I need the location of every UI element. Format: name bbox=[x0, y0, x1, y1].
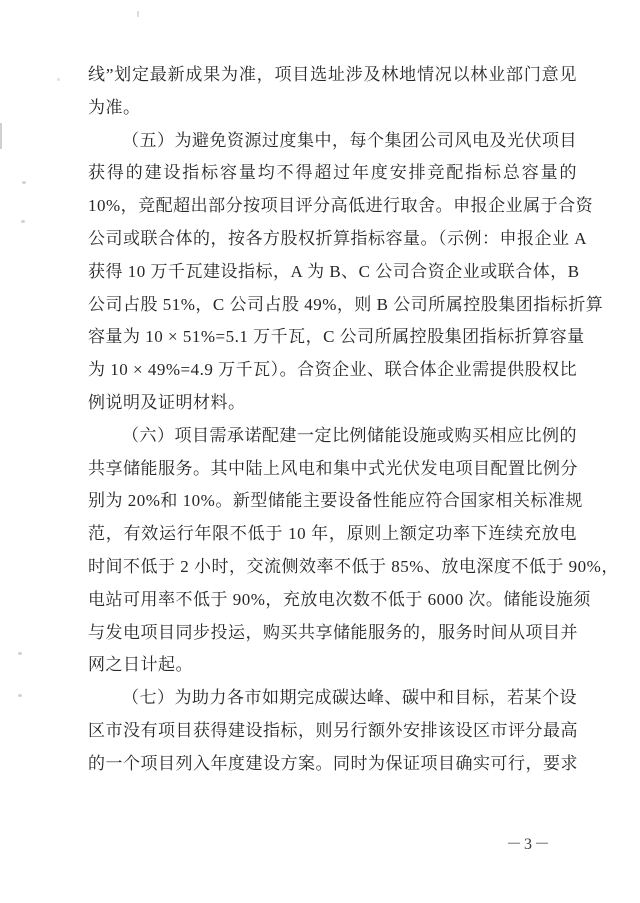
scan-speck bbox=[18, 652, 22, 655]
text-line: 共享储能服务。其中陆上风电和集中式光伏发电项目配置比例分 bbox=[88, 458, 578, 478]
text-line: 与发电项目同步投运，购买共享储能服务的，服务时间从项目并 bbox=[88, 622, 578, 642]
document-body bbox=[88, 59, 619, 781]
text-line: 电站可用率不低于 90%，充放电次数不低于 6000 次。储能设施须 bbox=[88, 589, 591, 609]
scan-edge-artifact bbox=[0, 123, 2, 149]
scan-speck bbox=[21, 220, 25, 223]
text-line: 公司占股 51%，C 公司占股 49%，则 B 公司所属控股集团指标折算 bbox=[88, 294, 604, 314]
text-line: 别为 20%和 10%。新型储能主要设备性能应符合国家相关标准规 bbox=[88, 491, 583, 511]
page-number: －3－ bbox=[506, 836, 553, 853]
text-line: 的一个项目列入年度建设方案。同时为保证项目确实可行，要求 bbox=[88, 753, 578, 773]
text-line: 网之日计起。 bbox=[88, 655, 193, 675]
text-line-paragraph-6-start: （六）项目需承诺配建一定比例储能设施或购买相应比例的 bbox=[122, 425, 577, 445]
text-line: 例说明及证明材料。 bbox=[88, 392, 246, 412]
text-line: 为准。 bbox=[88, 97, 141, 117]
text-line: 线”划定最新成果为准，项目选址涉及林地情况以林业部门意见 bbox=[88, 65, 577, 84]
scan-speck bbox=[137, 11, 139, 17]
scan-speck bbox=[18, 694, 22, 697]
scan-speck bbox=[57, 78, 60, 81]
text-line: 区市没有项目获得建设指标，则另行额外安排该设区市评分最高 bbox=[88, 720, 578, 740]
text-line: 10%，竞配超出部分按项目评分高低进行取舍。申报企业属于合资 bbox=[88, 196, 594, 216]
text-line: 公司或联合体的，按各方股权折算指标容量。（示例：申报企业 A bbox=[88, 228, 588, 248]
text-line: 获得的建设指标容量均不得超过年度安排竞配指标总容量的 bbox=[88, 163, 577, 183]
text-line-paragraph-7-start: （七）为助力各市如期完成碳达峰、碳中和目标，若某个设 bbox=[122, 688, 577, 708]
text-line: 时间不低于 2 小时，交流侧效率不低于 85%、放电深度不低于 90%， bbox=[88, 556, 619, 576]
text-line-paragraph-5-start: （五）为避免资源过度集中，每个集团公司风电及光伏项目 bbox=[122, 130, 577, 150]
text-line: 为 10 × 49%=4.9 万千瓦）。合资企业、联合体企业需提供股权比 bbox=[88, 360, 578, 380]
text-line: 范，有效运行年限不低于 10 年，原则上额定功率下连续充放电 bbox=[88, 524, 577, 544]
text-line: 获得 10 万千瓦建设指标，A 为 B、C 公司合资企业或联合体，B bbox=[88, 261, 580, 281]
text-line: 容量为 10 × 51%=5.1 万千瓦，C 公司所属控股集团指标折算容量 bbox=[88, 327, 585, 347]
scan-speck bbox=[22, 181, 26, 184]
